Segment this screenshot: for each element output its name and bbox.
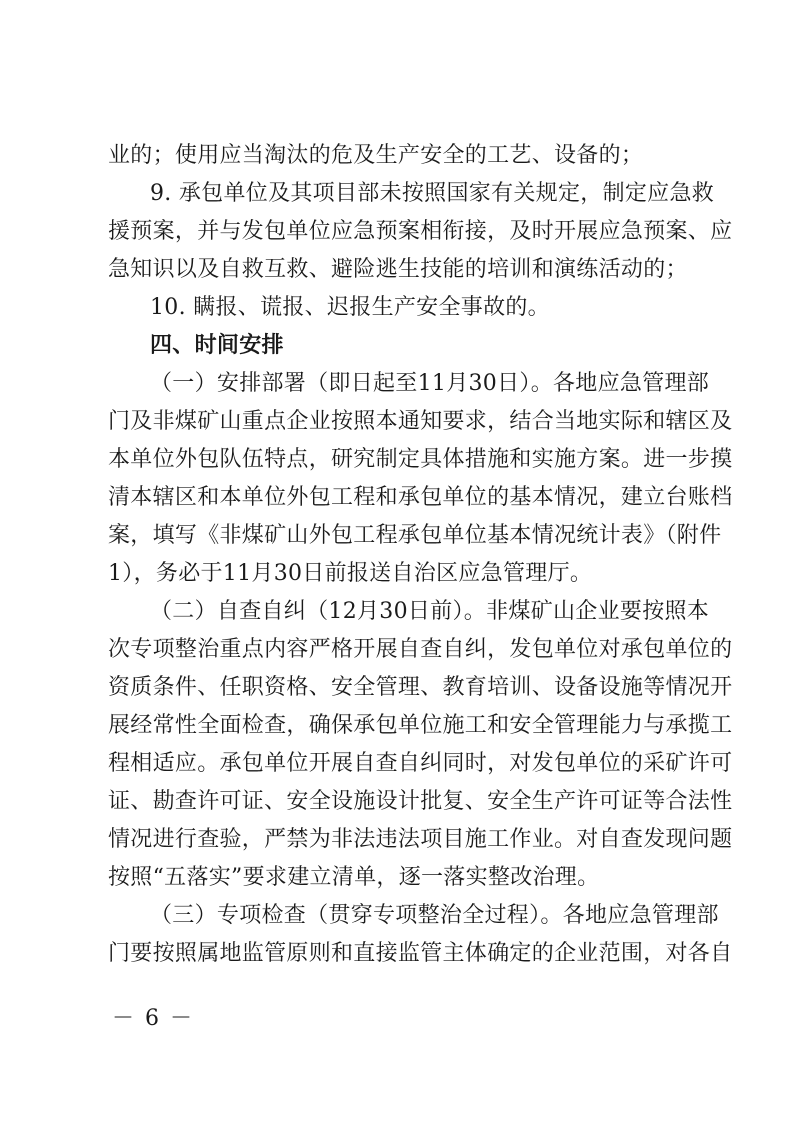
paragraph-line: 10. 瞒报、谎报、迟报生产安全事故的。 xyxy=(150,295,550,320)
paragraph-line: 急知识以及自救互救、避险逃生技能的培训和演练活动的； xyxy=(108,257,688,282)
page-number: － 6 － xyxy=(112,1006,194,1031)
paragraph-line: 资质条件、任职资格、安全管理、教育培训、设备设施等情况开 xyxy=(108,675,733,700)
paragraph-line: 案，填写《非煤矿山外包工程承包单位基本情况统计表》（附件 xyxy=(108,523,722,548)
paragraph-line: 援预案，并与发包单位应急预案相衔接，及时开展应急预案、应 xyxy=(108,219,733,244)
paragraph-line: 门及非煤矿山重点企业按照本通知要求，结合当地实际和辖区及 xyxy=(108,409,733,434)
paragraph-line: 证、勘查许可证、安全设施设计批复、安全生产许可证等合法性 xyxy=(108,789,733,814)
paragraph-line: 情况进行查验，严禁为非法违法项目施工作业。对自查发现问题 xyxy=(108,827,733,852)
paragraph-line: （三）专项检查（贯穿专项整治全过程）。各地应急管理部 xyxy=(150,903,719,928)
paragraph-line: 9. 承包单位及其项目部未按照国家有关规定，制定应急救 xyxy=(150,181,715,206)
paragraph-line: 业的；使用应当淘汰的危及生产安全的工艺、设备的； xyxy=(108,143,644,168)
paragraph-line: 门要按照属地监管原则和直接监管主体确定的企业范围，对各自 xyxy=(108,941,733,966)
paragraph-line: 本单位外包队伍特点，研究制定具体措施和实施方案。进一步摸 xyxy=(108,447,733,472)
paragraph-line: 程相适应。承包单位开展自查自纠同时，对发包单位的采矿许可 xyxy=(108,751,733,776)
section-heading: 四、时间安排 xyxy=(150,333,284,358)
paragraph-line: 清本辖区和本单位外包工程和承包单位的基本情况，建立台账档 xyxy=(108,485,733,510)
paragraph-line: （一）安排部署（即日起至11月30日）。各地应急管理部 xyxy=(150,371,710,396)
paragraph-line: （二）自查自纠（12月30日前）。非煤矿山企业要按照本 xyxy=(150,599,710,624)
paragraph-line: 展经常性全面检查，确保承包单位施工和安全管理能力与承揽工 xyxy=(108,713,733,738)
paragraph-line: 次专项整治重点内容严格开展自查自纠，发包单位对承包单位的 xyxy=(108,637,733,662)
paragraph-line: 按照“五落实”要求建立清单，逐一落实整改治理。 xyxy=(108,865,600,890)
paragraph-line: 1），务必于11月30日前报送自治区应急管理厅。 xyxy=(108,561,593,586)
